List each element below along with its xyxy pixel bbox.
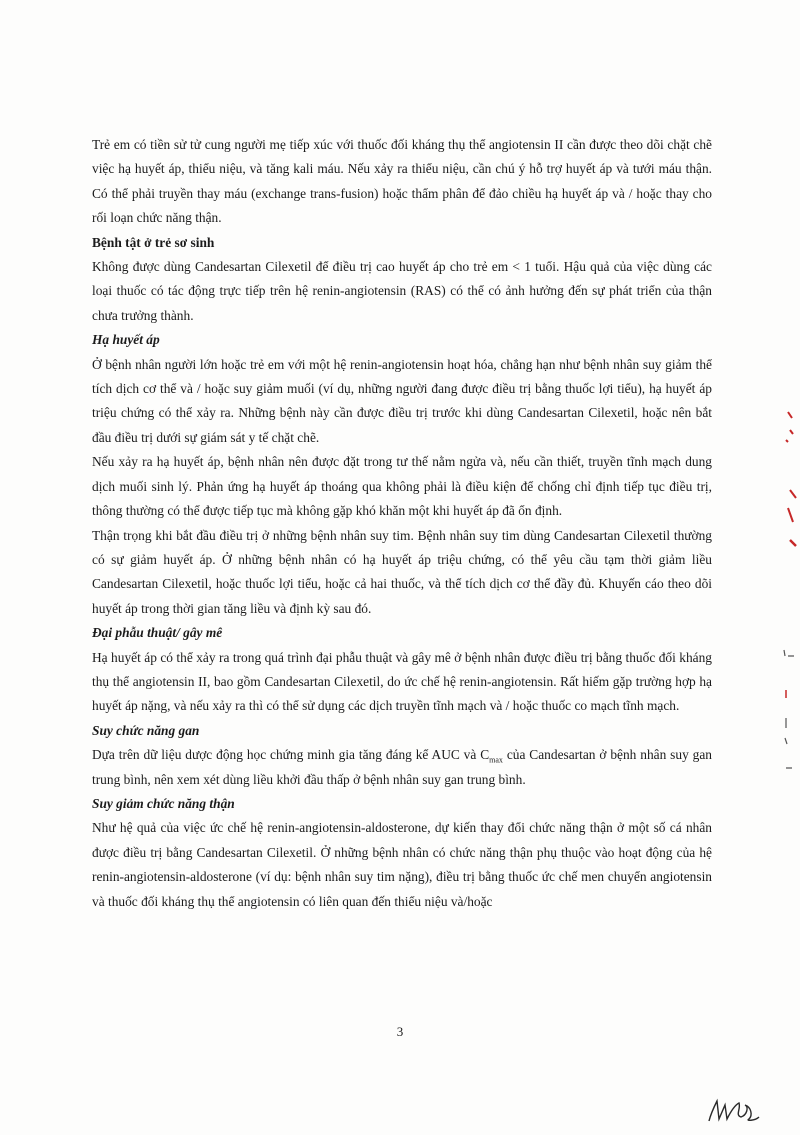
paragraph-neonatal-morbidity: Không được dùng Candesartan Cilexetil để điều trị cao huyết áp cho trẻ em < 1 tuổi. Hậu quả của việc dùng các loại thuốc có tác động trực tiếp trên hệ renin-angiotensin (RAS) có thể có ảnh hưởng đến sự phát triển của thận chưa trưởng thành. [92,259,712,323]
paragraph-surgery-anesthesia: Hạ huyết áp có thể xảy ra trong quá trình đại phẫu thuật và gây mê ở bệnh nhân được điều trị bằng thuốc đối kháng thụ thể angiotensin II, bao gồm Candesartan Cilexetil, do ức chế hệ renin-angiotensin. Rất hiếm gặp trường hợp hạ huyết áp nặng, và nếu xảy ra thì có thể sử dụng các dịch truyền tĩnh mạch và / hoặc thuốc co mạch tĩnh mạch. [92,649,712,714]
hepatic-text-before: Dựa trên dữ liệu dược động học chứng minh gia tăng đáng kể AUC và C [92,747,490,763]
paragraph-hepatic-impairment [92,743,712,792]
paragraph-hypotension-3: Thận trọng khi bắt đầu điều trị ở những bệnh nhân suy tim. Bệnh nhân suy tim dùng Candesartan Cilexetil thường có sự giảm huyết áp. Ở những bệnh nhân có hạ huyết áp triệu chứng, có thể yêu cầu tạm thời giảm liều Candesartan Cilexetil, hoặc thuốc lợi tiểu, hoặc cả hai thuốc, và thể tích dịch cơ thể đầy đủ. Khuyến cáo theo dõi huyết áp trong thời gian tăng liều và định kỳ sau đó. [92,527,712,616]
signature-initials [705,1095,761,1125]
heading-renal-impairment: Suy giảm chức năng thận [92,795,235,811]
paragraph-hypotension-2: Nếu xảy ra hạ huyết áp, bệnh nhân nên được đặt trong tư thế nằm ngửa và, nếu cần thiết, truyền tĩnh mạch dung dịch muối sinh lý. Phản ứng hạ huyết áp thoáng qua không phải là điều kiện để chống chỉ định tiếp tục điều trị, thông thường có thể được tiếp tục mà không gặp khó khăn một khi huyết áp đã ổn định. [92,454,712,519]
page-number: 3 [396,1024,404,1039]
document-body [92,133,712,914]
paragraph-prenatal-exposure: Trẻ em có tiền sử tử cung người mẹ tiếp xúc với thuốc đối kháng thụ thể angiotensin II cần được theo dõi chặt chẽ việc hạ huyết áp, thiểu niệu, và tăng kali máu. Nếu xảy ra thiểu niệu, cần chú ý hỗ trợ huyết áp và tưới máu thận. Có thể phải truyền thay máu (exchange trans-fusion) hoặc thẩm phân để đảo chiều hạ huyết áp và / hoặc thay cho rối loạn chức năng thận. [92,137,712,226]
heading-neonatal-morbidity: Bệnh tật ở trẻ sơ sinh [92,234,215,250]
heading-hepatic-impairment: Suy chức năng gan [92,722,200,738]
heading-surgery-anesthesia: Đại phẫu thuật/ gây mê [92,625,223,641]
cmax-subscript: max [489,755,503,765]
hepatic-text-after: của Candesartan ở bệnh nhân suy gan trung bình, nên xem xét dùng liều khởi đầu thấp ở bệnh nhân suy gan trung bình. [92,747,712,787]
margin-stamp-marks [776,400,800,780]
paragraph-hypotension-1: Ở bệnh nhân người lớn hoặc trẻ em với một hệ renin-angiotensin hoạt hóa, chẳng hạn như bệnh nhân suy giảm thể tích dịch cơ thể và / hoặc suy giảm muối (ví dụ, những người đang được điều trị bằng thuốc lợi tiểu), hạ huyết áp triệu chứng có thể xảy ra. Những bệnh này cần được điều trị trước khi dùng Candesartan Cilexetil, hoặc nên bắt đầu điều trị dưới sự giám sát y tế chặt chẽ. [92,356,712,445]
heading-hypotension: Hạ huyết áp [92,332,160,348]
paragraph-renal-impairment: Như hệ quả của việc ức chế hệ renin-angiotensin-aldosterone, dự kiến thay đổi chức năng thận ở một số cá nhân được điều trị bằng Candesartan Cilexetil. Ở những bệnh nhân có chức năng thận phụ thuộc vào hoạt động của hệ renin-angiotensin-aldosterone (ví dụ: bệnh nhân suy tim nặng), điều trị bằng thuốc ức chế men chuyển angiotensin và thuốc đối kháng thụ thể angiotensin có liên quan đến thiểu niệu và/hoặc [92,820,712,909]
